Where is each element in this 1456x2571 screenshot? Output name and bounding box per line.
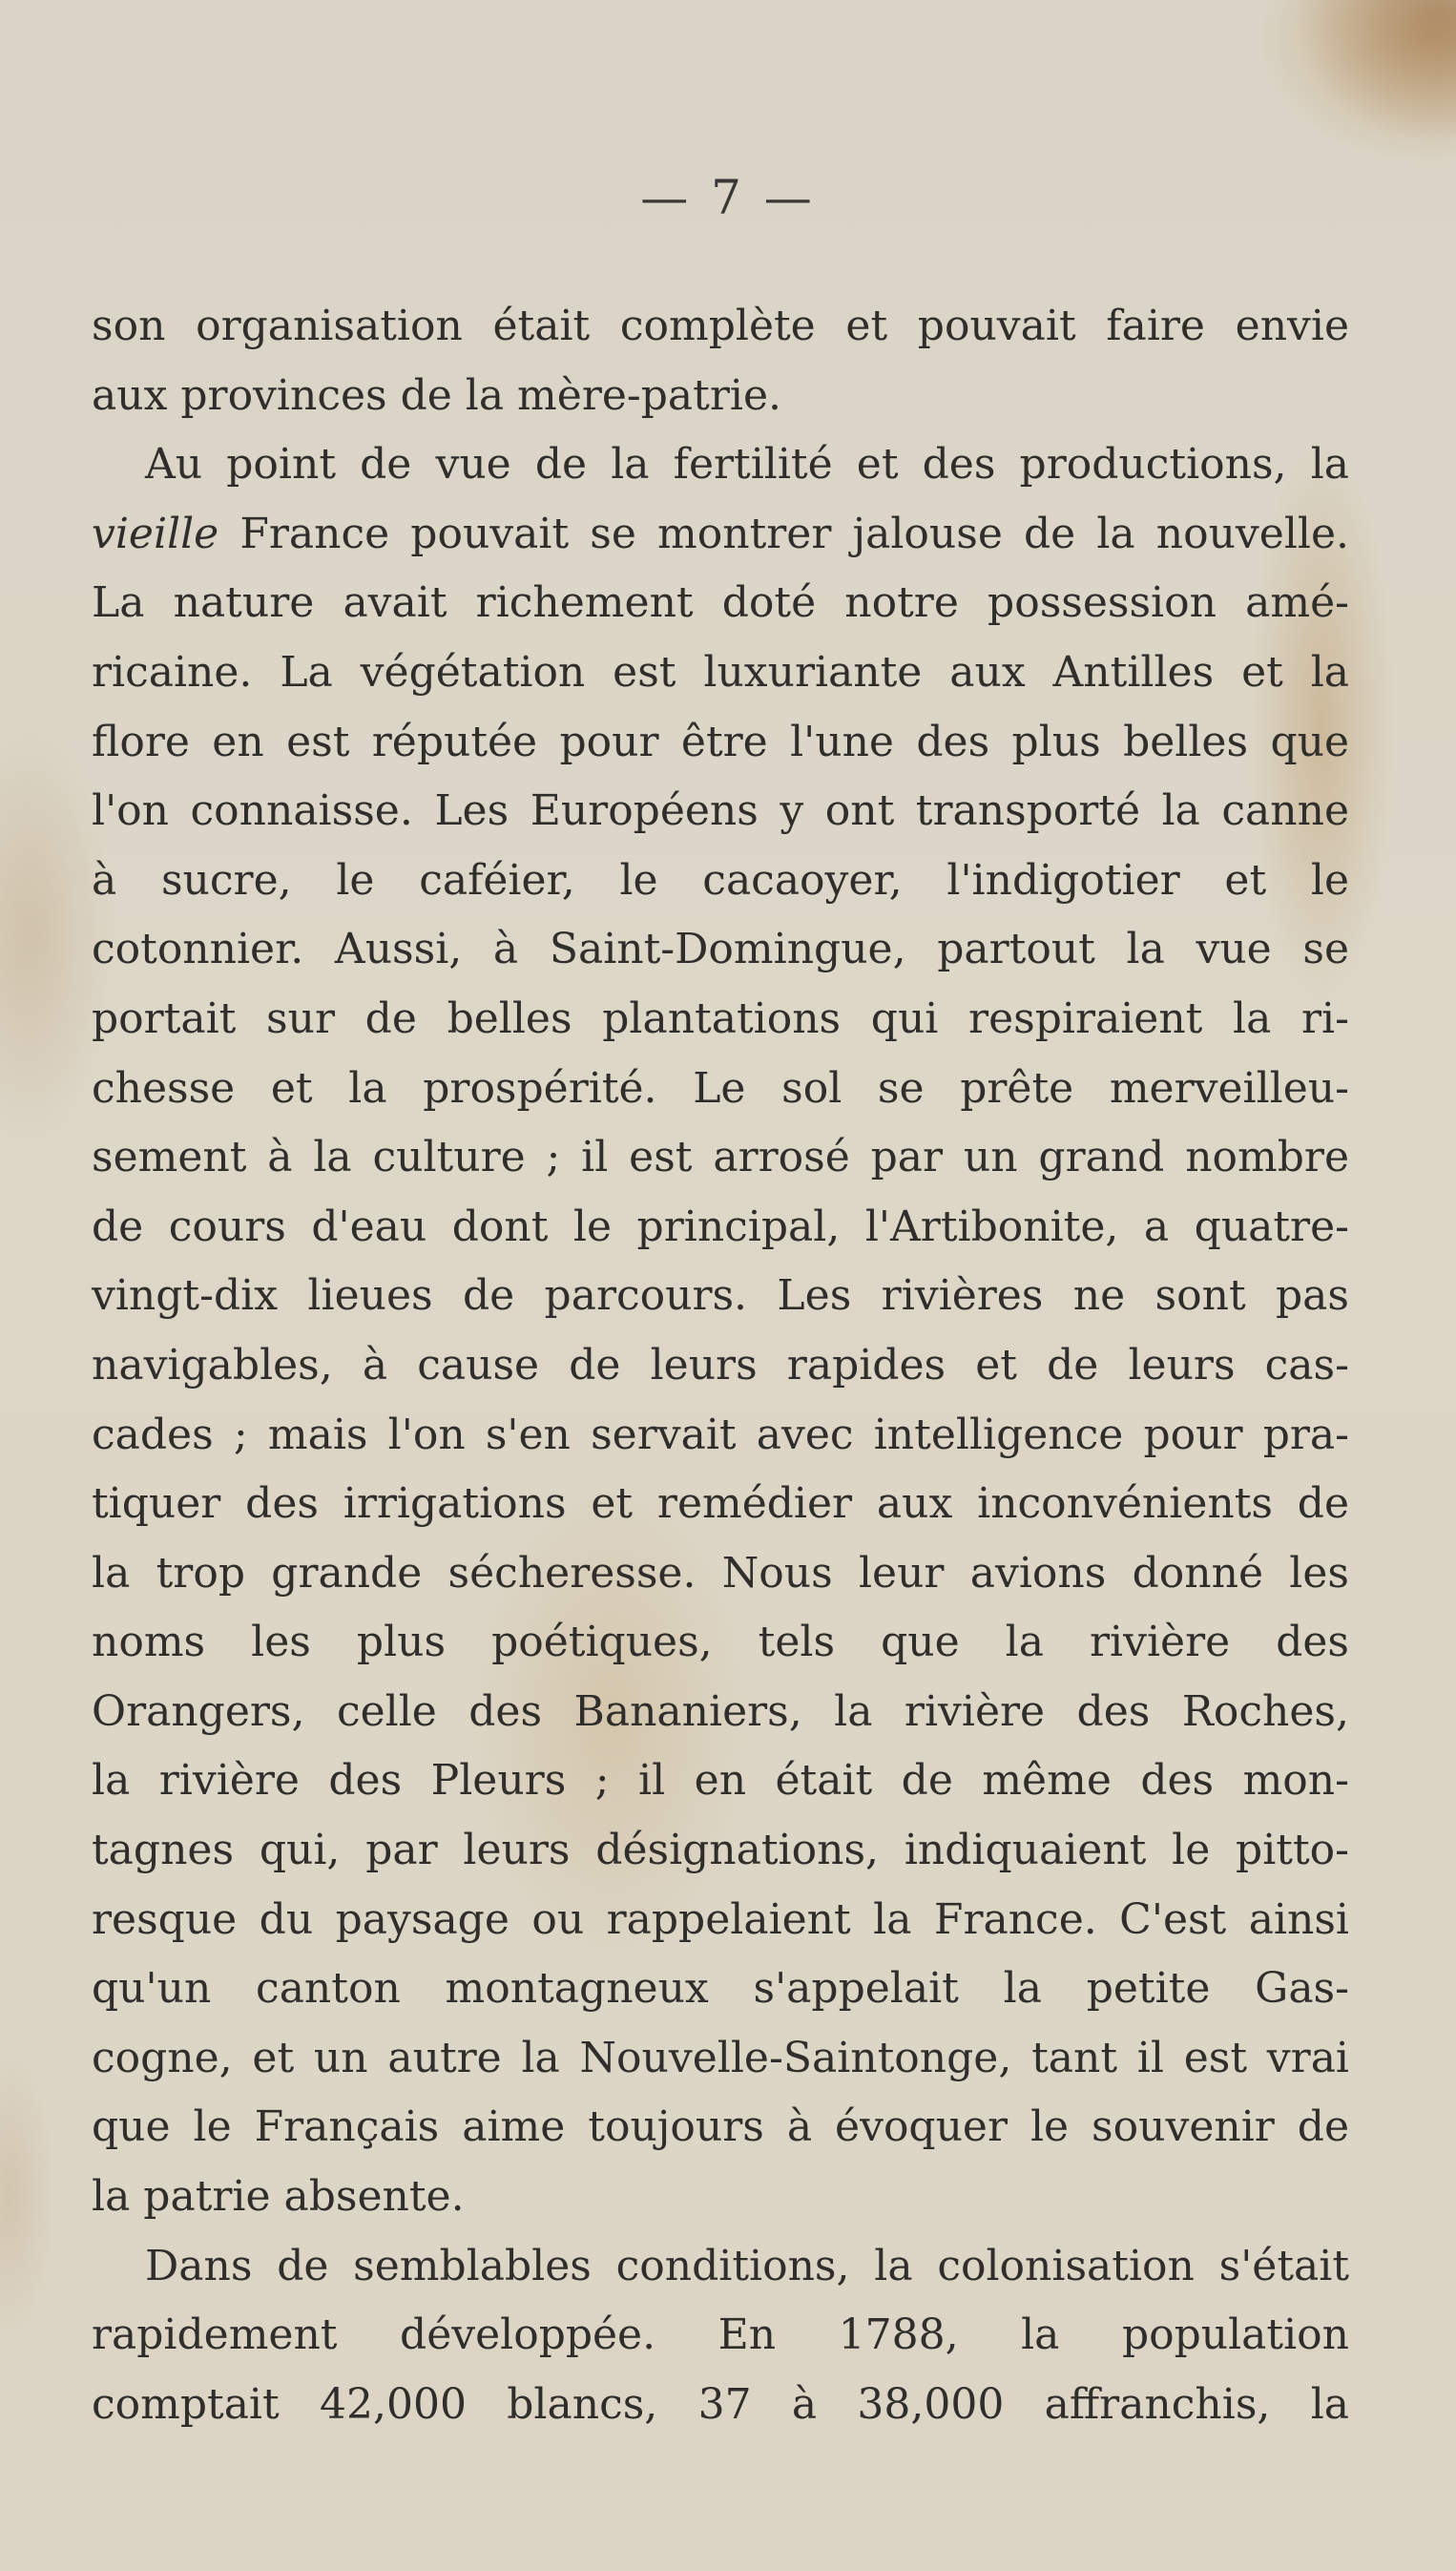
text-line: navigables, à cause de leurs rapides et de leurs cas- [92,1340,1349,1390]
text-line: tagnes qui, par leurs désignations, indiquaient le pitto- [92,1826,1349,1875]
text-line: flore en est réputée pour être l'une des plus belles que [92,717,1349,766]
corner-stain [1294,0,1456,143]
text-line: Au point de vue de la fertilité et des productions, la [145,440,1349,490]
text-line-rest: France pouvait se montrer jalouse de la nouvelle. [218,509,1349,558]
text-line: comptait 42,000 blancs, 37 à 38,000 affranchis, la [92,2379,1349,2429]
text-line: qu'un canton montagneux s'appelait la petite Gas- [92,1964,1349,2014]
text-line: à sucre, le caféier, le cacaoyer, l'indigotier et le [92,855,1349,905]
text-line: Orangers, celle des Bananiers, la rivière des Roches, [92,1686,1349,1736]
text-line: cogne, et un autre la Nouvelle-Saintonge, tant il est vrai [92,2033,1349,2082]
text-line: portait sur de belles plantations qui respiraient la ri- [92,993,1349,1043]
text-line: resque du paysage ou rappelaient la France. C'est ainsi [92,1894,1349,1944]
text-line: Dans de semblables conditions, la colonisation s'était [145,2241,1349,2290]
text-line: la rivière des Pleurs ; il en était de même des mon- [92,1756,1349,1806]
text-line: son organisation était complète et pouvait faire envie [92,302,1349,350]
text-line: sement à la culture ; il est arrosé par un grand nombre [92,1133,1349,1182]
text-line: la patrie absente. [92,2172,465,2222]
text-line [92,500,1349,570]
text-line: noms les plus poétiques, tels que la rivière des [92,1618,1349,1667]
body-text [92,292,1349,2439]
text-line: de cours d'eau dont le principal, l'Artibonite, a quatre- [92,1202,1349,1251]
text-line: La nature avait richement doté notre possession amé- [92,578,1349,628]
text-line: cades ; mais l'on s'en servait avec intelligence pour pra- [92,1410,1349,1459]
text-line: ricaine. La végétation est luxuriante aux Antilles et la [92,647,1349,697]
text-line: rapidement développée. En 1788, la population [92,2310,1349,2360]
text-line: vingt-dix lieues de parcours. Les rivières ne sont pas [92,1271,1349,1321]
text-line: la trop grande sécheresse. Nous leur avions donné les [92,1548,1349,1598]
text-line: que le Français aime toujours à évoquer le souvenir de [92,2102,1349,2152]
text-line: l'on connaisse. Les Européens y ont transporté la canne [92,786,1349,836]
text-line: tiquer des irrigations et remédier aux inconvénients de [92,1479,1349,1529]
text-line: aux provinces de la mère-patrie. [92,370,781,420]
page-number: — 7 — [640,170,816,225]
text-line: chesse et la prospérité. Le sol se prête merveilleu- [92,1063,1349,1113]
italic-word: vieille [92,509,219,558]
text-line: cotonnier. Aussi, à Saint-Domingue, partout la vue se [92,925,1349,974]
